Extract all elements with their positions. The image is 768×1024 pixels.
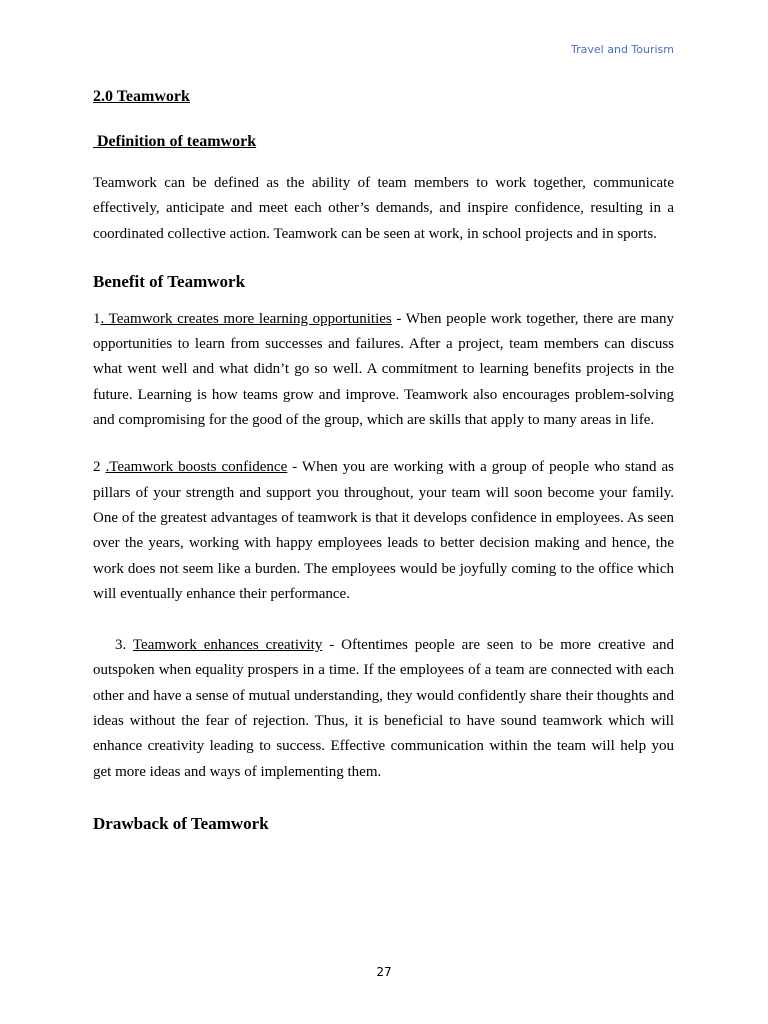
benefit-title: Teamwork enhances creativity <box>132 637 323 654</box>
drawback-heading: Drawback of Teamwork <box>93 813 269 833</box>
benefit-item-1 <box>93 307 674 433</box>
benefits-heading: Benefit of Teamwork <box>93 271 246 291</box>
benefit-number: 2 <box>93 459 106 476</box>
benefit-item-3 <box>93 633 674 785</box>
benefit-text: - When people work together, there are many opportunities to learn from successes and failures. After a project, team members can discuss what went well and what didn’t go so well. A commitment to learning benefits projects in the future. Learning is how teams grow and improve. Teamwork also encourages problem-solving and compromising for the good of the group, which are skills that apply to many areas in life. <box>93 310 674 429</box>
benefit-item-2 <box>93 455 674 607</box>
definition-heading: Definition of teamwork <box>93 133 257 150</box>
benefit-number: 3. <box>115 637 133 654</box>
section-title: 2.0 Teamwork <box>93 88 190 105</box>
definition-paragraph: Teamwork can be defined as the ability of team members to work together, communicate effectively, anticipate and meet each other’s demands, and inspire confidence, resulting in a coordinated collective action. Teamwork can be seen at work, in school projects and in sports. <box>93 175 674 242</box>
page-number: 27 <box>376 965 392 979</box>
benefit-title: .Teamwork boosts confidence <box>105 459 288 476</box>
benefit-number: 1 <box>93 310 101 327</box>
running-header: Travel and Tourism <box>571 43 674 56</box>
benefit-title: . Teamwork creates more learning opportunities <box>100 310 392 327</box>
benefit-text: - Oftentimes people are seen to be more creative and outspoken when equality prospers in a time. If the employees of a team are connected with each other and have a sense of mutual understanding, they would confidently share their thoughts and ideas without the fear of rejection. Thus, it is beneficial to have sound teamwork which will enhance creativity leading to success. Effective communication within the team will help you get more ideas and ways of implementing them. <box>93 637 674 780</box>
benefit-text: - When you are working with a group of people who stand as pillars of your strength and support you throughout, your team will soon become your family. One of the greatest advantages of teamwork is that it develops confidence in employees. As seen over the years, working with happy employees leads to better decision making and hence, the work does not seem like a burden. The employees would be joyfully coming to the office which will eventually enhance their performance. <box>93 459 675 602</box>
page-content <box>93 86 674 835</box>
